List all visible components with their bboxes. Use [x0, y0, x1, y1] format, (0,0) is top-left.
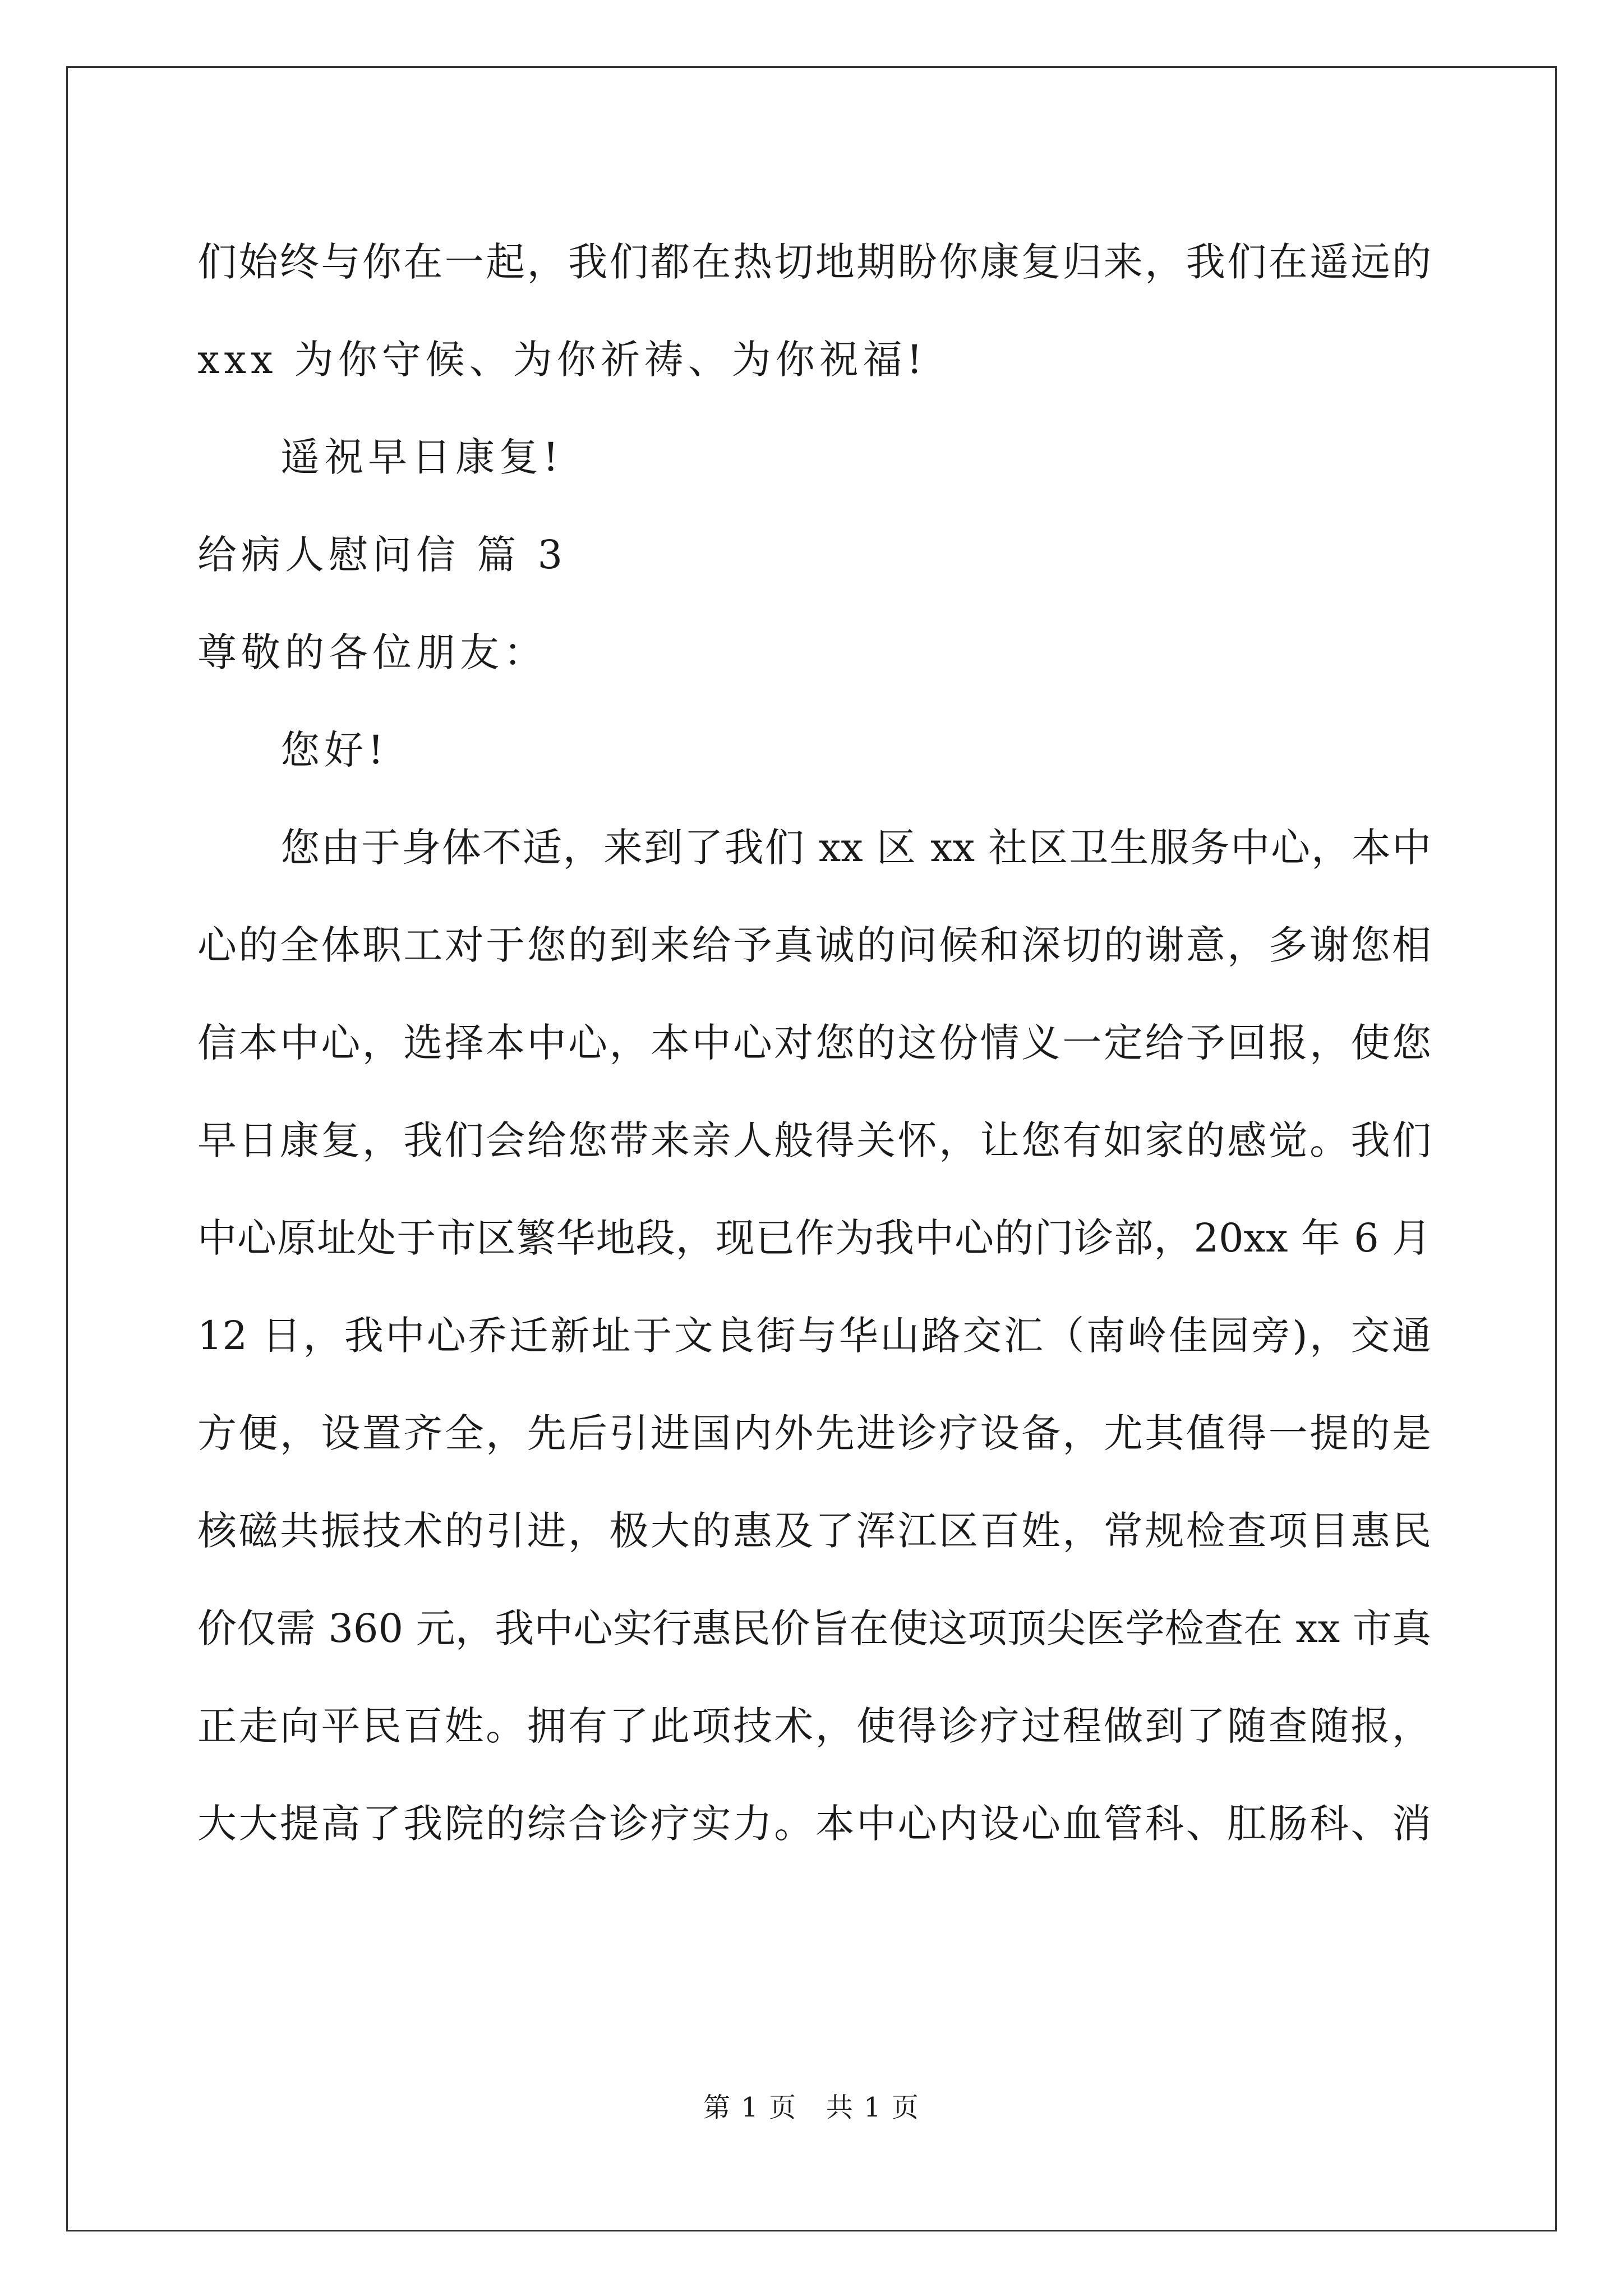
salutation: 尊敬的各位朋友：	[197, 629, 547, 675]
paragraph-line: 正走向平民百姓。拥有了此项技术，使得诊疗过程做到了随查随报，	[197, 1703, 1431, 1749]
paragraph-line: 大大提高了我院的综合诊疗实力。本中心内设心血管科、肛肠科、消	[197, 1801, 1431, 1847]
paragraph-line: 核磁共振技术的引进，极大的惠及了浑江区百姓，常规检查项目惠民	[197, 1508, 1431, 1554]
paragraph-line: 方便，设置齐全，先后引进国内外先进诊疗设备，尤其值得一提的是	[197, 1410, 1431, 1456]
greeting: 您好!	[280, 727, 389, 773]
paragraph-line: 您由于身体不适，来到了我们 xx 区 xx 社区卫生服务中心，本中	[280, 825, 1431, 871]
paragraph-line: 早日康复，我们会给您带来亲人般得关怀，让您有如家的感觉。我们	[197, 1117, 1431, 1163]
paragraph-line: 12 日，我中心乔迁新址于文良街与华山路交汇（南岭佳园旁)，交通	[197, 1313, 1431, 1359]
paragraph-line: 信本中心，选择本中心，本中心对您的这份情义一定给予回报，使您	[197, 1020, 1431, 1066]
page-footer: 第 1 页 共 1 页	[703, 2092, 920, 2123]
section-heading: 给病人慰问信 篇 3	[197, 532, 568, 578]
paragraph-line: 价仅需 360 元，我中心实行惠民价旨在使这项顶尖医学检查在 xx 市真	[197, 1605, 1431, 1651]
document-body	[197, 213, 1431, 1872]
paragraph-line: 们始终与你在一起，我们都在热切地期盼你康复归来，我们在遥远的	[197, 239, 1431, 285]
closing-wish: 遥祝早日康复!	[280, 434, 564, 480]
paragraph-line: xxx 为你守候、为你祈祷、为你祝福!	[197, 337, 927, 383]
paragraph-line: 中心原址处于市区繁华地段，现已作为我中心的门诊部，20xx 年 6 月	[197, 1215, 1431, 1261]
paragraph-line: 心的全体职工对于您的到来给予真诚的问候和深切的谢意，多谢您相	[197, 922, 1431, 968]
